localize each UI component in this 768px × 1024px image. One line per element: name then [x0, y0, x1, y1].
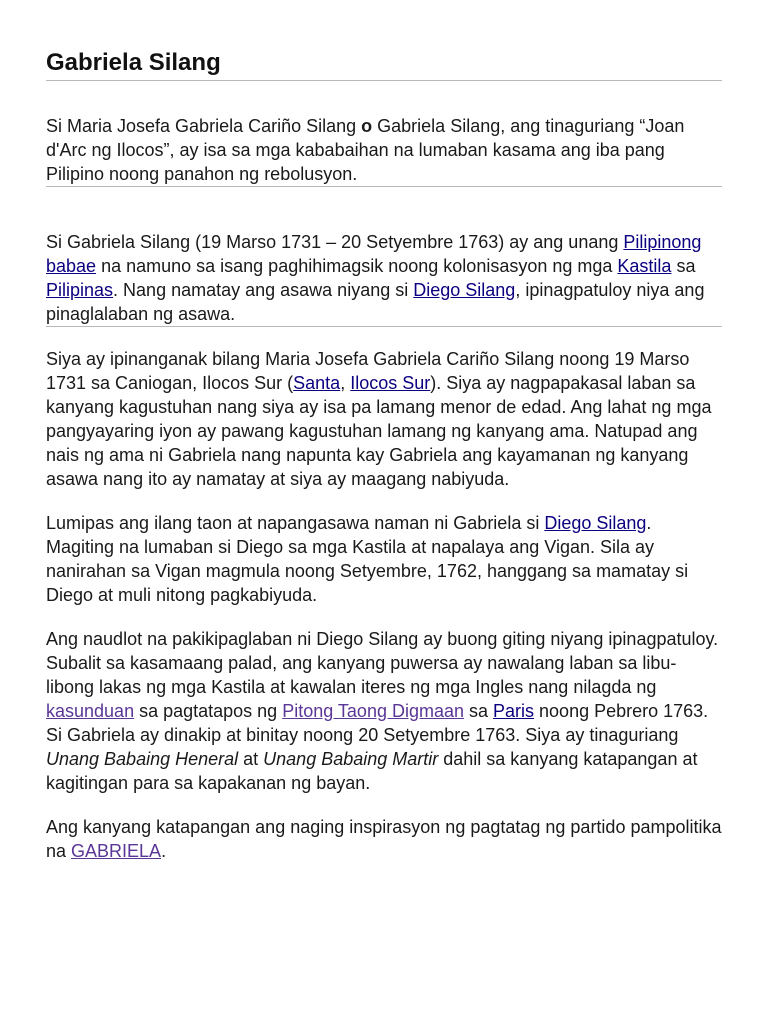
- paragraph-text: sa: [464, 701, 494, 721]
- intro-text: Si Maria Josefa Gabriela Cariño Silang: [46, 116, 362, 136]
- link-pilipinong[interactable]: Pilipinong: [623, 232, 702, 252]
- paragraph-text: noong Pebrero 1763. Si Gabriela ay dinakip at binitay noong 20 Setyembre 1763. Siya ay tinaguriang: [46, 701, 709, 745]
- link-santa[interactable]: Santa: [293, 373, 341, 393]
- intro-bold-text: o: [361, 116, 373, 136]
- paragraph-1: [46, 230, 722, 326]
- paragraph-4: [46, 627, 722, 795]
- paragraph-text: sa pagtatapos ng: [134, 701, 283, 721]
- paragraph-text: . Nang namatay ang asawa niyang si: [113, 280, 414, 300]
- paragraph-text: Ang kanyang katapangan ang naging inspirasyon ng pagtatag ng partido pampolitika na: [46, 817, 722, 861]
- paragraph-text: dahil sa kanyang katapangan at kagitingan para sa kapakanan ng bayan.: [46, 749, 698, 793]
- intro-paragraph: [46, 114, 722, 186]
- paragraph-3: [46, 511, 722, 607]
- link-ilocos-sur[interactable]: Ilocos Sur: [350, 373, 431, 393]
- paragraph-text: . Magiting na lumaban si Diego sa mga Kastila at napalaya ang Vigan. Sila ay nanirahan sa Vigan magmula noong Setyembre, 1762, hanggang sa mamatay si Diego at muli nitong pagkabiyuda.: [46, 513, 689, 605]
- link-kasunduan[interactable]: kasunduan: [46, 701, 135, 721]
- link-diego-silang[interactable]: Diego Silang: [413, 280, 516, 300]
- paragraph-text: .: [161, 841, 167, 861]
- link-pitong-taong-digmaan[interactable]: Pitong Taong Digmaan: [282, 701, 464, 721]
- link-paris[interactable]: Paris: [493, 701, 535, 721]
- paragraph-text: sa: [671, 256, 696, 276]
- paragraph-text: Siya ay ipinanganak bilang Maria Josefa Gabriela Cariño Silang noong 19 Marso 1731 sa Caniogan, Ilocos Sur (: [46, 349, 690, 393]
- paragraph-5: [46, 815, 722, 863]
- paragraph-text: , ipinagpatuloy niya ang pinaglalaban ng asawa.: [46, 280, 705, 324]
- page-title: Gabriela Silang: [46, 49, 221, 76]
- paragraph-text: Lumipas ang ilang taon at napangasawa naman ni Gabriela si: [46, 513, 545, 533]
- paragraph-text: Si Gabriela Silang (19 Marso 1731 – 20 Setyembre 1763) ay ang unang: [46, 232, 624, 252]
- link-babae[interactable]: babae: [46, 256, 97, 276]
- link-diego-silang[interactable]: Diego Silang: [544, 513, 647, 533]
- link-gabriela[interactable]: GABRIELA: [71, 841, 162, 861]
- paragraph-1-divider: [46, 326, 722, 327]
- title-divider: [46, 80, 722, 81]
- paragraph-text: na namuno sa isang paghihimagsik noong kolonisasyon ng mga: [96, 256, 618, 276]
- paragraph-text: Ang naudlot na pakikipaglaban ni Diego Silang ay buong giting niyang ipinagpatuloy. Subalit sa kasamaang palad, ang kanyang puwersa ay nawalang laban sa libu-libong lakas ng mga Kastila at kawalan iteres ng mga Ingles nang nilagda ng: [46, 629, 719, 697]
- intro-divider: [46, 186, 722, 187]
- paragraph-text: at: [238, 749, 264, 769]
- paragraph-2: [46, 347, 722, 491]
- link-kastila[interactable]: Kastila: [617, 256, 672, 276]
- intro-text: Gabriela Silang, ang tinaguriang “Joan d'Arc ng Ilocos”, ay isa sa mga kababaihan na lumaban kasama ang iba pang Pilipino noong panahon ng rebolusyon.: [46, 116, 685, 184]
- italic-text: Unang Babaing Heneral: [46, 749, 239, 769]
- italic-text: Unang Babaing Martir: [263, 749, 439, 769]
- paragraph-text: ,: [340, 373, 351, 393]
- paragraph-text: ). Siya ay nagpapakasal laban sa kanyang kagustuhan nang siya ay isa pa lamang menor de edad. Ang lahat ng mga pangyayaring iyon ay pawang kagustuhan lamang ng kanyang ama. Natupad ang nais ng ama ni Gabriela nang napunta kay Gabriela ang kayamanan ng kanyang asawa nang ito ay namatay at siya ay maagang nabiyuda.: [46, 373, 712, 489]
- link-pilipinas[interactable]: Pilipinas: [46, 280, 114, 300]
